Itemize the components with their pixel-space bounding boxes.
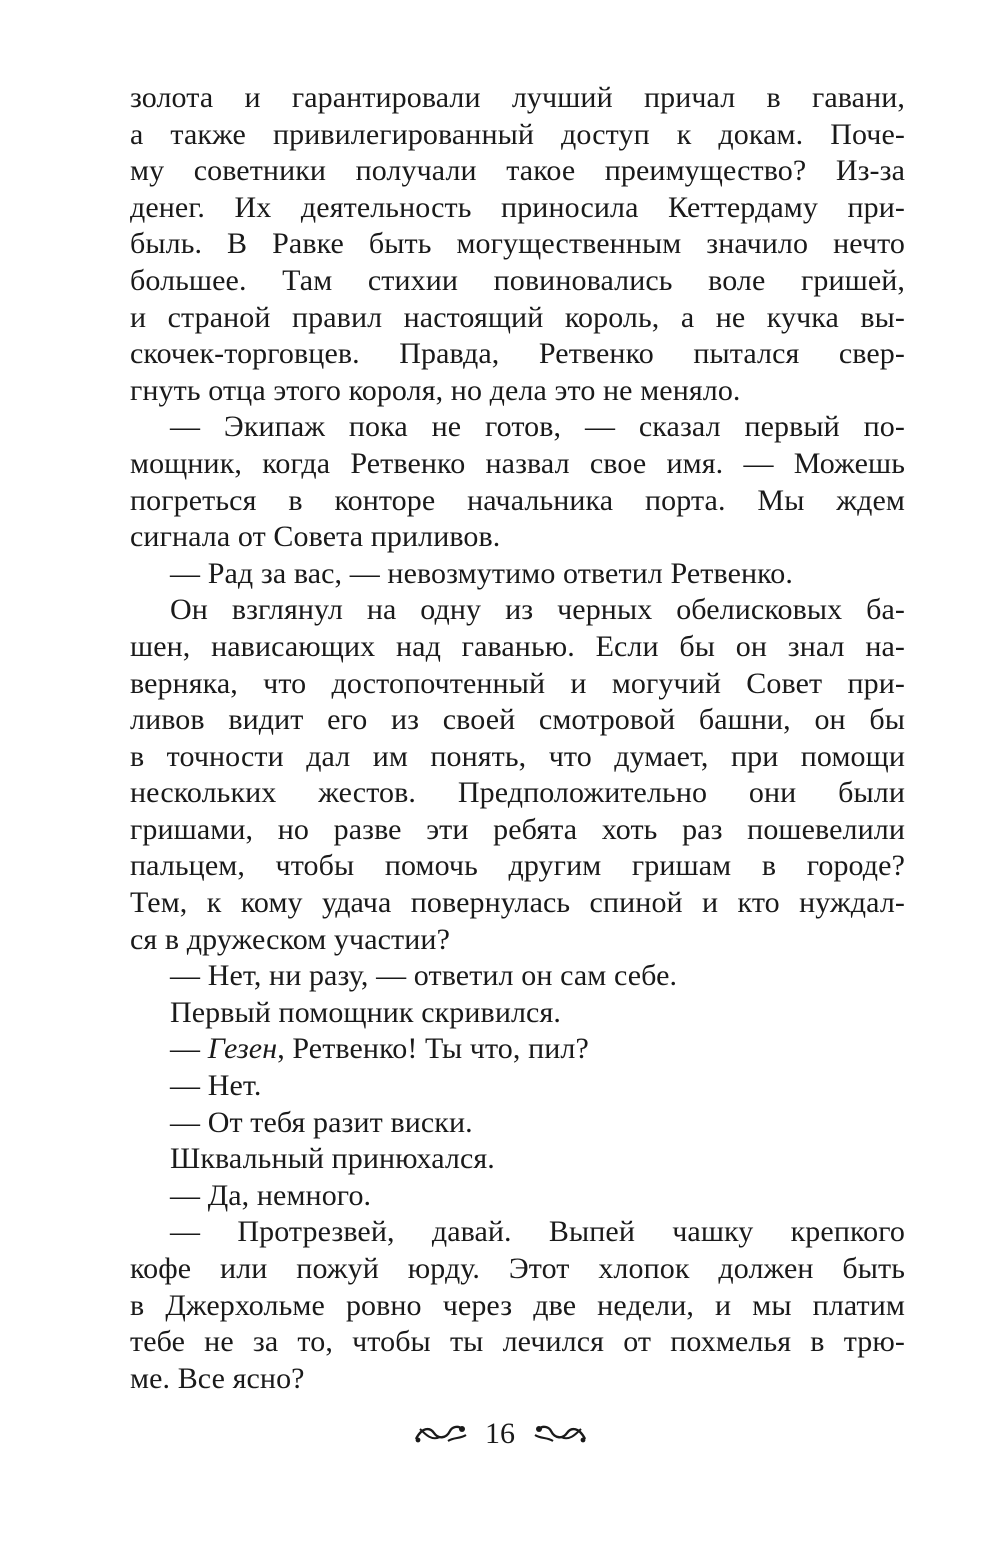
text-line [130,1031,905,1068]
text-line: а также привилегированный доступ к докам. Поче- [130,117,905,151]
text-line: — Экипаж пока не готов, — сказал первый по- [170,410,905,444]
text-line: — Да, немного. [170,1178,372,1212]
line-prefix: — [170,1032,208,1066]
text-line: скочек-торговцев. Правда, Ретвенко пытался свер- [130,337,905,371]
text-line: гнуть отца этого короля, но дела это не меняло. [130,373,741,407]
page-number: 16 [485,1417,515,1451]
text-line: быль. В Равке быть могущественным значило нечто [130,227,905,261]
text-line: му советники получали такое преимущество? Из-за [130,154,905,188]
text-line: нескольких жестов. Предположительно они были [130,776,905,810]
text-line: — Нет. [170,1069,262,1103]
text-line: — Протрезвей, давай. Выпей чашку крепкого [170,1215,905,1249]
text-line: сигнала от Совета приливов. [130,520,501,554]
page-footer [0,1412,1000,1454]
text-line: тебе не за то, чтобы ты лечился от похмелья в трю- [130,1325,905,1359]
fleuron-left-icon [412,1421,470,1447]
text-line: пальцем, чтобы помочь другим гришам в городе? [130,849,905,883]
text-line: шен, нависающих над гаванью. Если бы он знал на- [130,629,905,663]
text-line: — Нет, ни разу, — ответил он сам себе. [170,959,678,993]
text-line: ме. Все ясно? [130,1361,305,1395]
text-line: и страной правил настоящий король, а не кучка вы- [130,300,905,334]
line-rest: , Ретвенко! Ты что, пил? [277,1032,589,1066]
text-line: верняка, что достопочтенный и могучий Совет при- [130,666,905,700]
text-line: Тем, к кому удача повернулась спиной и кто нуждал- [130,886,905,920]
text-line: ливов видит его из своей смотровой башни, он бы [130,703,905,737]
text-line: гришами, но разве эти ребята хоть раз пошевелили [130,812,905,846]
italic-word: Гезен [207,1032,278,1066]
text-line: Шквальный принюхался. [170,1142,495,1176]
text-line: мощник, когда Ретвенко назвал свое имя. — Можешь [130,446,905,480]
text-line: в точности дал им понять, что думает, при помощи [130,739,905,773]
body-text [130,80,905,1397]
text-line: Он взглянул на одну из черных обелисковых ба- [170,593,905,627]
text-line: большее. Там стихии повиновались воле гришей, [130,263,905,297]
text-line: погреться в конторе начальника порта. Мы ждем [130,483,905,517]
text-line: — От тебя разит виски. [170,1105,473,1139]
text-line: — Рад за вас, — невозмутимо ответил Ретвенко. [170,556,794,590]
fleuron-right-icon [531,1421,589,1447]
text-line: Первый помощник скривился. [170,995,561,1029]
text-line: золота и гарантировали лучший причал в гавани, [130,81,905,114]
text-line: в Джерхольме ровно через две недели, и мы платим [130,1288,905,1322]
text-line: денег. Их деятельность приносила Кеттердаму при- [130,190,905,224]
text-line: кофе или пожуй юрду. Этот хлопок должен быть [130,1252,905,1285]
text-line: ся в дружеском участии? [130,922,450,956]
